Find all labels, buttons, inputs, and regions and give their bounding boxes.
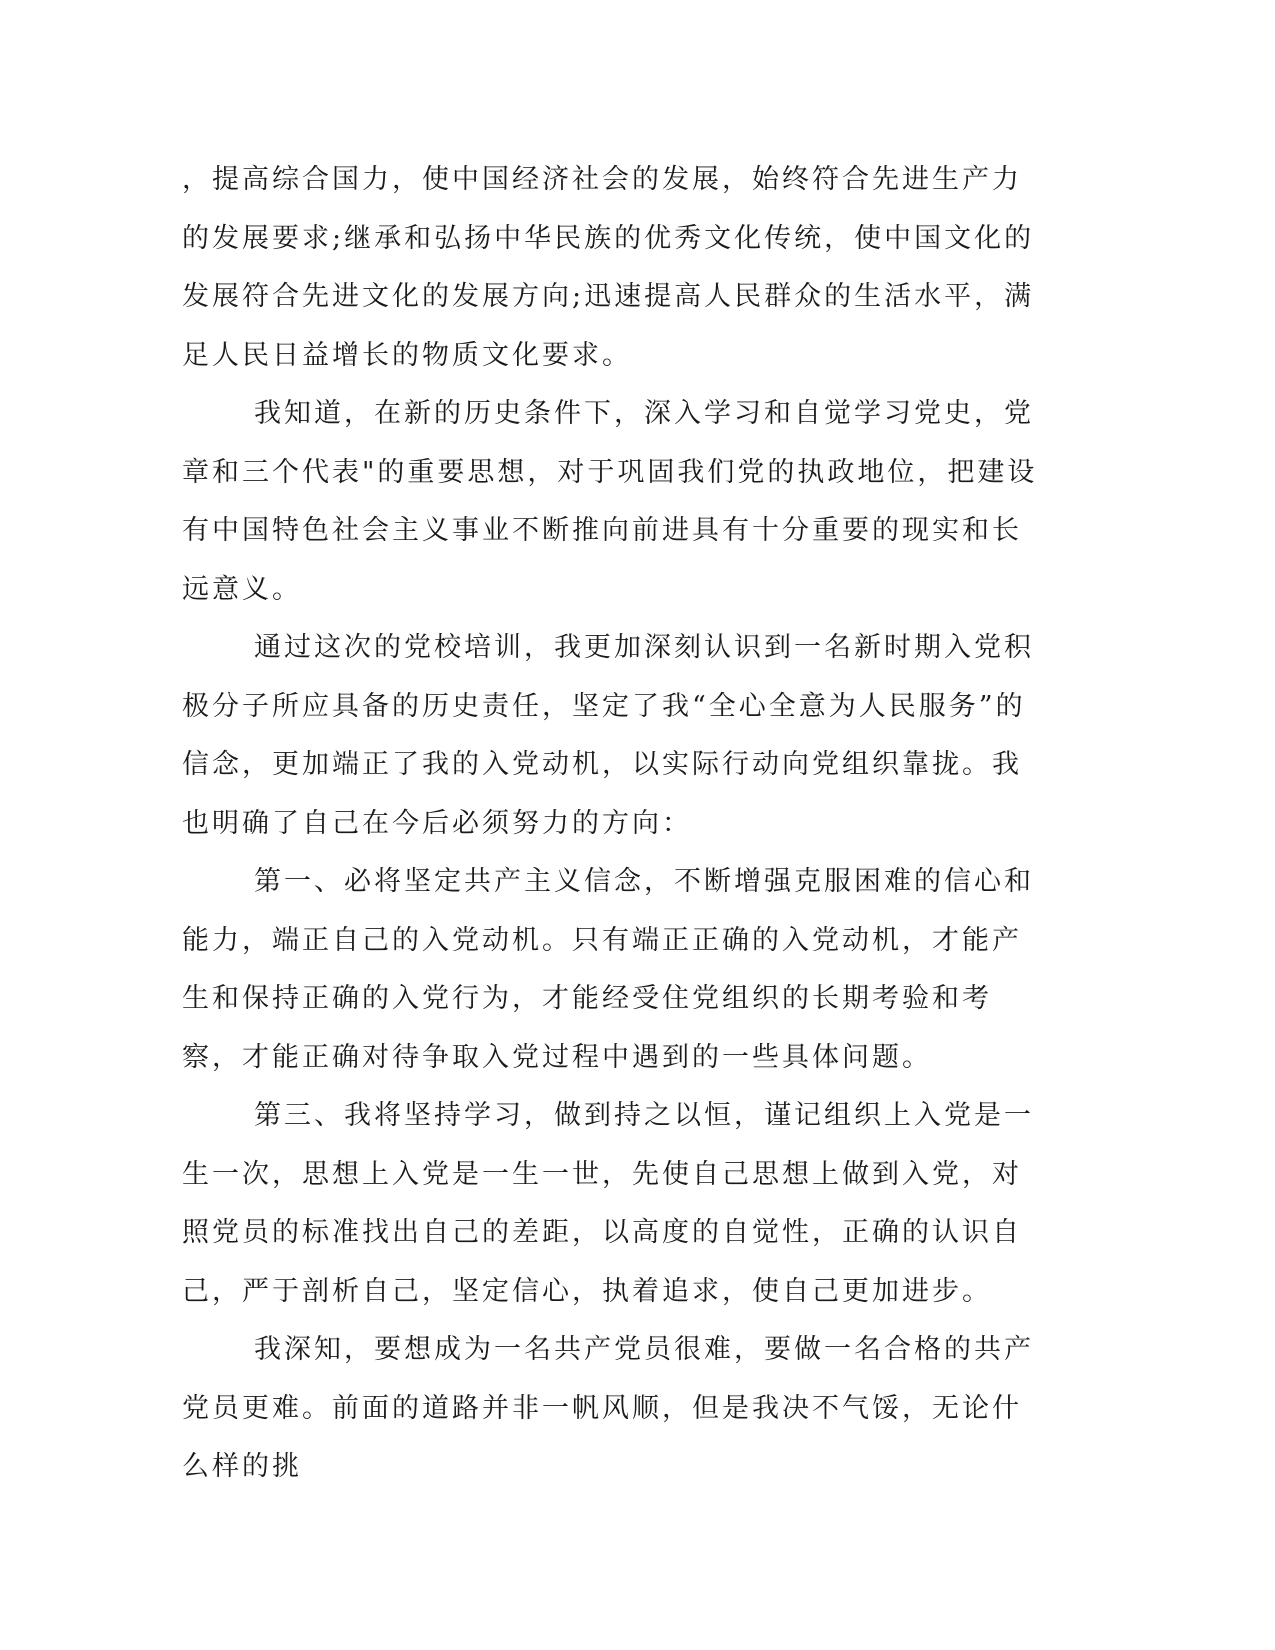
paragraph-4: 第一、必将坚定共产主义信念，不断增强克服困难的信心和能力，端正自己的入党动机。只有端正正确的入党动机，才能产生和保持正确的入党行为，才能经受住党组织的长期考验和考察，才能正确对待争取入党过程中遇到的一些具体问题。 (182, 866, 1034, 1073)
paragraph-1: ，提高综合国力，使中国经济社会的发展，始终符合先进生产力的发展要求;继承和弘扬中华民族的优秀文化传统，使中国文化的发展符合先进文化的发展方向;迅速提高人民群众的生活水平，满足人民日益增长的物质文化要求。 (182, 164, 1035, 371)
paragraph-3: 通过这次的党校培训，我更加深刻认识到一名新时期入党积极分子所应具备的历史责任，坚定了我“全心全意为人民服务”的信念，更加端正了我的入党动机，以实际行动向党组织靠拢。我也明确了自己在今后必须努力的方向： (182, 632, 1034, 839)
paragraph-5: 第三、我将坚持学习，做到持之以恒，谨记组织上入党是一生一次，思想上入党是一生一世，先使自己思想上做到入党，对照党员的标准找出自己的差距，以高度的自觉性，正确的认识自己，严于剖析自己，坚定信心，执着追求，使自己更加进步。 (182, 1100, 1034, 1307)
paragraph-2: 我知道，在新的历史条件下，深入学习和自觉学习党史，党章和三个代表"的重要思想，对于巩固我们党的执政地位，把建设有中国特色社会主义事业不断推向前进具有十分重要的现实和长远意义。 (182, 398, 1038, 605)
document-body (182, 151, 1042, 1497)
paragraph-6: 我深知，要想成为一名共产党员很难，要做一名合格的共产党员更难。前面的道路并非一帆风顺，但是我决不气馁，无论什么样的挑 (182, 1334, 1034, 1482)
